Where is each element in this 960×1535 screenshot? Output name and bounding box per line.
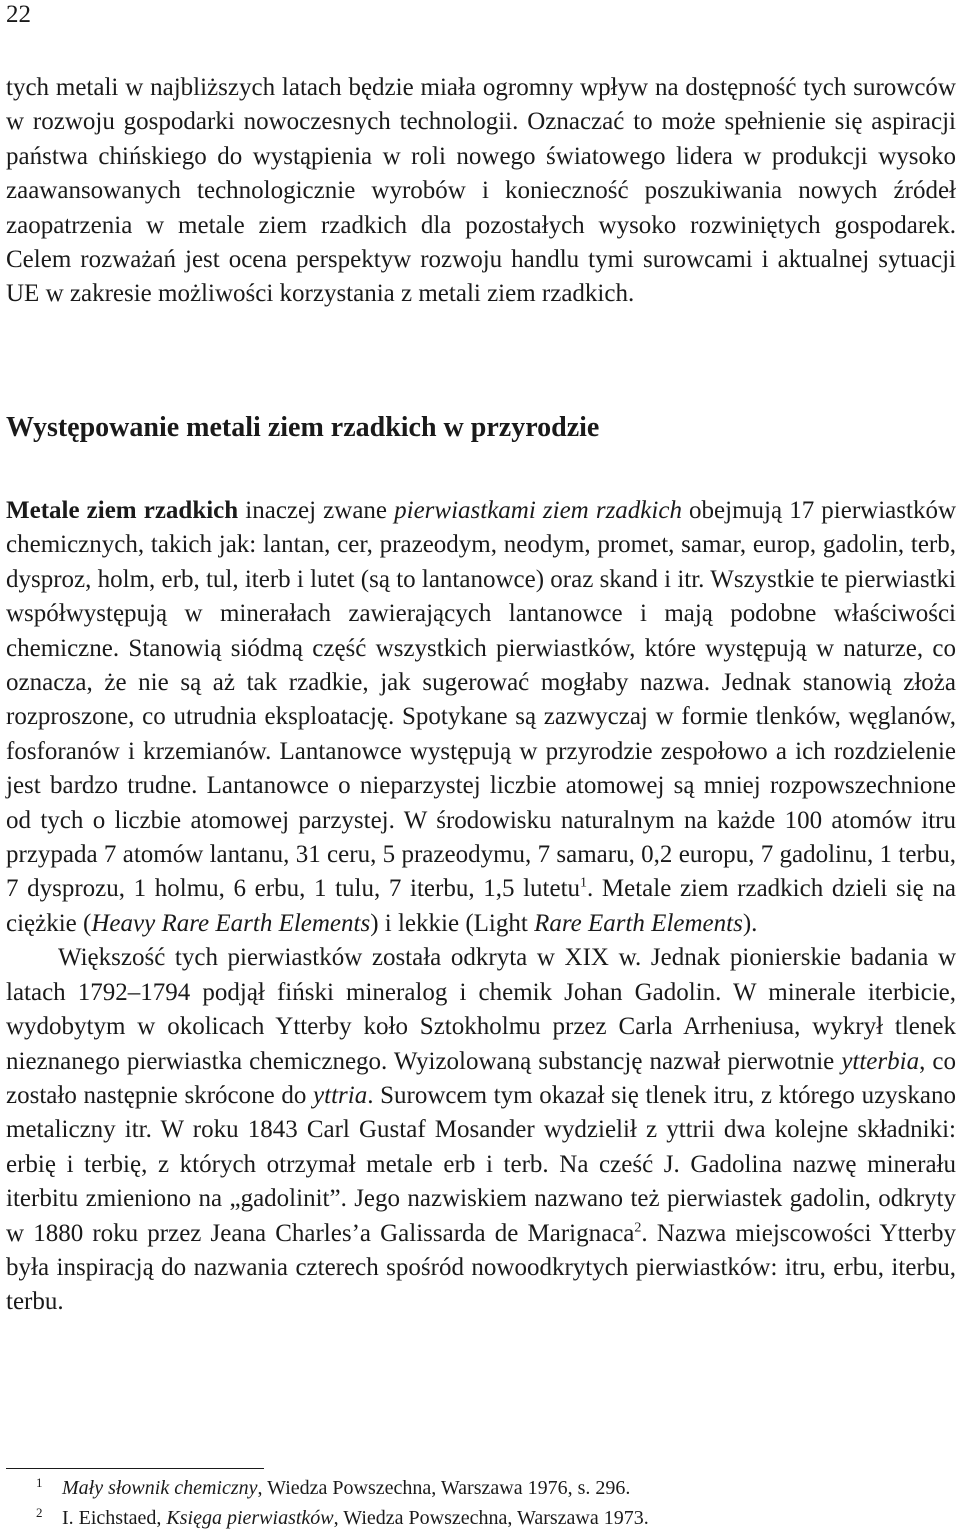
text-run: ). <box>742 909 758 937</box>
term-italic: pierwiastkami ziem rzadkich <box>394 497 682 524</box>
text-run: . Metale ziem rzadkich dzieli się na ciężkie ( <box>6 875 957 937</box>
ytterbia-italic: ytterbia <box>841 1047 920 1075</box>
text-run: . Surowcem tym okazał się tlenek itru, z którego uzyskano metaliczny itr. W roku 1843 Carl Gustaf Mosander wydzielił z yttrii dwa kolejne składniki: erbię i terbię, z których otrzymał metale erb i terb. Na cześć J. Gadolina nazwę minerału iterbitu zmieniono na „gadolinit”. Jego nazwiskiem nazwano też pierwiastek gadolin, odkryty w 1880 roku przez Jeana Charles’a Galissarda de Marignaca <box>6 1081 956 1247</box>
footnote-2 <box>36 1503 952 1533</box>
footnote-ref-2[interactable]: 2 <box>634 1220 642 1236</box>
term-bold: Metale ziem rzadkich <box>6 497 239 524</box>
footnote-rest: , Wiedza Powszechna, Warszawa 1973. <box>333 1507 649 1529</box>
paragraph-history <box>6 941 956 1319</box>
footnote-rest: , Wiedza Powszechna, Warszawa 1976, s. 296. <box>257 1477 631 1499</box>
footnote-mark: 1 <box>36 1475 43 1490</box>
text-run: . Nazwa miejscowości Ytterby była inspiracją do nazwania czterech spośród nowoodkrytych pierwiastków: itru, erbu, iterbu, terbu. <box>6 1219 956 1316</box>
page-number: 22 <box>6 1 31 28</box>
heavy-ree-italic: Heavy Rare Earth Elements <box>91 909 371 937</box>
footnotes <box>36 1473 952 1533</box>
text-run: , co zostało następnie skrócone do <box>6 1047 956 1109</box>
intro-paragraph <box>6 71 956 312</box>
footnote-title: Księga pierwiastków <box>166 1507 334 1529</box>
light-ree-italic: Rare Earth Elements <box>534 909 743 937</box>
footnote-1 <box>36 1473 952 1503</box>
yttria-italic: yttria <box>313 1081 368 1109</box>
text-run: inaczej zwane <box>238 497 395 524</box>
footnote-mark: 2 <box>36 1505 43 1520</box>
text-run: obejmują 17 pierwiastków chemicznych, takich jak: lantan, cer, prazeodym, neodym, promet, samar, europ, gadolin, terb, dysproz, holm, erb, tul, iterb i lutet (są to lantanowce) oraz skand i itr. Wszystkie te pierwiastki współwystępują w minerałach zawierających lantanowce i mają podobne właściwości chemiczne. Stanowią siódmą część wszystkich pierwiastków, które występują w naturze, co oznacza, że nie są aż tak rzadkie, jak sugerować mogłaby nazwa. Jednak stanowią złoża rozproszone, co utrudnia eksploatację. Spotykane są zazwyczaj w formie tlenków, węglanów, fosforanów i krzemianów. Lantanowce występują w przyrodzie zespołowo a ich rozdzielenie jest bardzo trudne. Lantanowce o nieparzystej liczbie atomowej są mniej rozpowszechnione od tych o liczbie atomowej parzystej. W środowisku naturalnym na każde 100 atomów itru przypada 7 atomów lantanu, 31 ceru, 5 prazeodymu, 7 samaru, 0,2 europu, 7 gadolinu, 1 terbu, 7 dysprozu, 1 holmu, 6 erbu, 1 tulu, 7 iterbu, 1,5 lutetu <box>6 497 956 903</box>
paragraph-rare-earth-definition <box>6 494 956 941</box>
body-text <box>6 494 956 1320</box>
footnote-title: Mały słownik chemiczny <box>62 1477 258 1499</box>
footnote-author: I. Eichstaed, <box>62 1507 167 1529</box>
text-run: ) i lekkie (Light <box>370 909 535 937</box>
footnote-separator <box>6 1468 264 1469</box>
intro-text: tych metali w najbliższych latach będzie miała ogromny wpływ na dostępność tych surowców w rozwoju gospodarki nowoczesnych technologii. Oznaczać to może spełnienie się aspiracji państwa chińskiego do wystąpienia w roli nowego światowego lidera w produkcji wysoko zaawansowanych technologicznie wyrobów i konieczność poszukiwania nowych źródeł zaopatrzenia w metale ziem rzadkich dla pozostałych wysoko rozwiniętych gospodarek. Celem rozważań jest ocena perspektyw rozwoju handlu tymi surowcami i aktualnej sytuacji UE w zakresie możliwości korzystania z metali ziem rzadkich. <box>6 74 956 308</box>
text-run: Większość tych pierwiastków została odkryta w XIX w. Jednak pionierskie badania w latach 1792–1794 podjął fiński mineralog i chemik Johan Gadolin. W minerale iterbicie, wydobytym w okolicach Ytterby koło Sztokholmu przez Carla Arrheniusa, wykrył tlenek nieznanego pierwiastka chemicznego. Wyizolowaną substancję nazwał pierwotnie <box>6 944 956 1075</box>
section-heading: Występowanie metali ziem rzadkich w przyrodzie <box>6 412 600 443</box>
footnote-ref-1[interactable]: 1 <box>580 876 588 892</box>
